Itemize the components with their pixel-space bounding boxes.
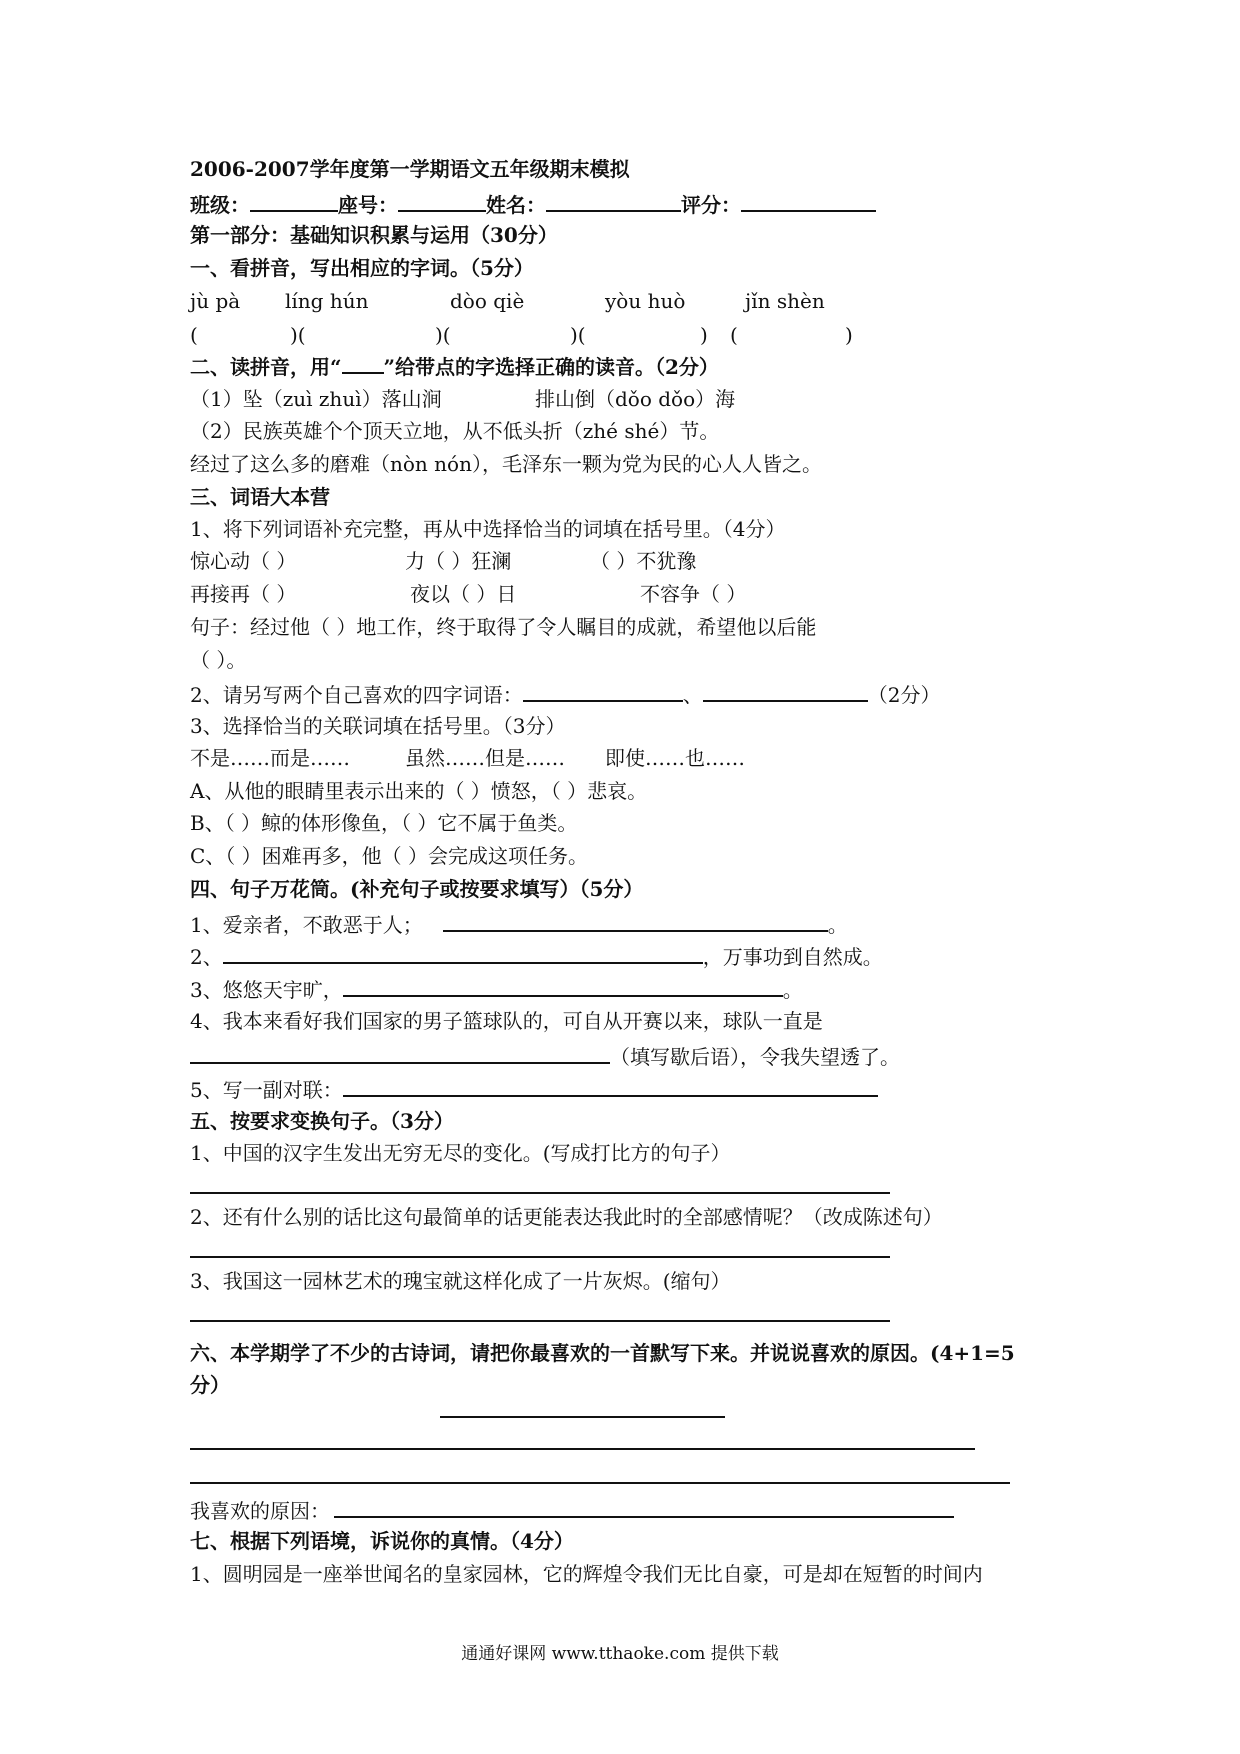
s3-q2-blank-2[interactable] xyxy=(703,680,868,702)
section-1-heading: 一、看拼音，写出相应的字词。（5分） xyxy=(190,256,534,280)
section-2-heading: 二、读拼音，用“ ”给带点的字选择正确的读音。（2分） xyxy=(190,355,719,379)
seat-label: 座号： xyxy=(338,193,398,217)
poem-title-line[interactable] xyxy=(440,1416,725,1418)
score-blank[interactable] xyxy=(741,190,876,212)
exam-page: 2006-2007学年度第一学期语文五年级期末模拟 班级： 座号： 姓名： 评分： 第一部分：基础知识积累与运用（30分） 一、看拼音，写出相应的字词。（5分） jù pà líng hún dòo qiè yòu huò jǐn shèn ( )( )( )( ) ( ) 二、读拼音，用“ ”给带点的字选择正确的读音。（2分） （1）坠（zuì zhuì）落山涧 排山倒（dǒo dǒo）海 （2）民族英雄个个顶天立地，从不低头折（zhé shé）节。 经过了这么多的磨难（nòn nón），毛泽东一颗为党为民的心人人皆之。 三、词语大本营 1、将下列词语补充完整，再从中选择恰当的词填在括号里。（4分） 惊心动（ ） 力（ ）狂澜 （ ）不犹豫 再接再（ ） 夜以（ ）日 不容争（ ） 句子：经过他（ ）地工作，终于取得了令人瞩目的成就，希望他以后能 （ ）。 2、请另写两个自己喜欢的四字词语： 、 （2分） 3、选择恰当的关联词填在括号里。（3分） 不是……而是…… 虽然……但是…… 即使……也…… A、从他的眼睛里表示出来的（ ）愤怒，（ ）悲哀。 B、（ ）鲸的体形像鱼，（ ）它不属于鱼类。 C、（ ）困难再多，他（ ）会完成这项任务。 四、句子万花筒。(补充句子或按要求填写）（5分） 1、爱亲者，不敢恶于人； 。 2、 ，万事功到自然成。 3、悠悠天宇旷， 。 4、我本来看好我们国家的男子篮球队的，可自从开赛以来，球队一直是 （填写歇后语），令我失望透了。 5、写一副对联： 五、按要求变换句子。（3分） 1、中国的汉字生发出无穷无尽的变化。(写成打比方的句子） 2、还有什么别的话比这句最简单的话更能表达我此时的全部感情呢？（改成陈述句） 3、我国这一园林艺术的瑰宝就这样化成了一片灰烬。(缩句） 六、本学期学了不少的古诗词，请把你最喜欢的一首默写下来。并说说喜欢的原因。(4+1=5 分） 我喜欢的原因： 七、根据下列语境，诉说你的真情。（4分） 1、圆明园是一座举世闻名的皇家园林，它的辉煌令我们无比自豪，可是却在短暂的时间内 通通好课网 www.tthaoke.com 提供下载 xyxy=(0,0,1240,1754)
s3-q1: 1、将下列词语补充完整，再从中选择恰当的词填在括号里。（4分） xyxy=(190,517,786,541)
section-6-heading: 六、本学期学了不少的古诗词，请把你最喜欢的一首默写下来。并说说喜欢的原因。(4+1=5 xyxy=(190,1341,1015,1365)
class-blank[interactable] xyxy=(250,190,338,212)
s3-q3: 3、选择恰当的关联词填在括号里。（3分） xyxy=(190,714,566,738)
section-5-heading: 五、按要求变换句子。（3分） xyxy=(190,1109,454,1133)
s3-option-b: B、（ ）鲸的体形像鱼，（ ）它不属于鱼类。 xyxy=(190,811,578,835)
s3-sentence-line-1: 句子：经过他（ ）地工作，终于取得了令人瞩目的成就，希望他以后能 xyxy=(190,615,817,639)
s2-item-3: 经过了这么多的磨难（nòn nón），毛泽东一颗为党为民的心人人皆之。 xyxy=(190,452,822,476)
poem-line-2[interactable] xyxy=(190,1482,1010,1484)
name-blank[interactable] xyxy=(546,190,681,212)
s7-item-1: 1、圆明园是一座举世闻名的皇家园林，它的辉煌令我们无比自豪，可是却在短暂的时间内 xyxy=(190,1562,983,1586)
part-one-heading: 第一部分：基础知识积累与运用（30分） xyxy=(190,223,558,247)
s4-item-5: 5、写一副对联： xyxy=(190,1075,878,1103)
s4-item-4-cont: （填写歇后语），令我失望透了。 xyxy=(190,1042,900,1070)
s5-answer-line-1[interactable] xyxy=(190,1192,890,1194)
s4-item-2: 2、 ，万事功到自然成。 xyxy=(190,942,883,970)
s5-item-3: 3、我国这一园林艺术的瑰宝就这样化成了一片灰烬。(缩句） xyxy=(190,1269,731,1293)
seat-blank[interactable] xyxy=(398,190,486,212)
s3-option-a: A、从他的眼睛里表示出来的（ ）愤怒，（ ）悲哀。 xyxy=(190,779,648,803)
section-7-heading: 七、根据下列语境，诉说你的真情。（4分） xyxy=(190,1529,574,1553)
s5-answer-line-3[interactable] xyxy=(190,1320,890,1322)
pinyin-5: jǐn shèn xyxy=(745,289,825,313)
info-row xyxy=(190,190,876,218)
s3-q2-blank-1[interactable] xyxy=(523,680,683,702)
class-label: 班级： xyxy=(190,193,250,217)
s3-q2: 2、请另写两个自己喜欢的四字词语： 、 （2分） xyxy=(190,680,940,708)
pinyin-4: yòu huò xyxy=(605,289,686,313)
s6-reason: 我喜欢的原因： xyxy=(190,1496,954,1524)
s5-item-2: 2、还有什么别的话比这句最简单的话更能表达我此时的全部感情呢？（改成陈述句） xyxy=(190,1205,943,1229)
pinyin-2: líng hún xyxy=(285,289,369,313)
pinyin-3: dòo qiè xyxy=(450,289,525,313)
section-6-heading-cont: 分） xyxy=(190,1373,230,1397)
pinyin-1: jù pà xyxy=(190,289,241,313)
poem-line-1[interactable] xyxy=(190,1448,975,1450)
s5-answer-line-2[interactable] xyxy=(190,1256,890,1258)
section-4-heading: 四、句子万花筒。(补充句子或按要求填写）（5分） xyxy=(190,877,644,901)
s2-item-2: （2）民族英雄个个顶天立地，从不低头折（zhé shé）节。 xyxy=(190,419,720,443)
s3-sentence-line-2: （ ）。 xyxy=(190,648,247,672)
score-label: 评分： xyxy=(681,193,741,217)
section-3-heading: 三、词语大本营 xyxy=(190,485,330,509)
s3-option-c: C、（ ）困难再多，他（ ）会完成这项任务。 xyxy=(190,844,589,868)
name-label: 姓名： xyxy=(486,193,546,217)
s4-item-1: 1、爱亲者，不敢恶于人； 。 xyxy=(190,910,848,938)
s5-item-1: 1、中国的汉字生发出无穷无尽的变化。(写成打比方的句子） xyxy=(190,1141,731,1165)
s4-item-3: 3、悠悠天宇旷， 。 xyxy=(190,975,803,1003)
exam-title: 2006-2007学年度第一学期语文五年级期末模拟 xyxy=(190,157,630,181)
footer-credit: 通通好课网 www.tthaoke.com 提供下载 xyxy=(461,1644,779,1664)
s4-item-4: 4、我本来看好我们国家的男子篮球队的，可自从开赛以来，球队一直是 xyxy=(190,1009,823,1033)
